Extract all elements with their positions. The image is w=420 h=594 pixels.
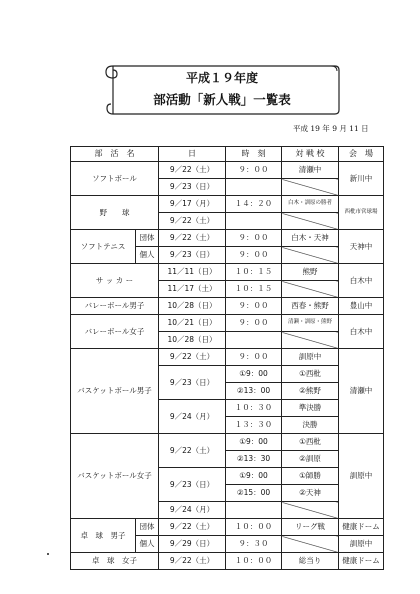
col-time: 時 刻	[226, 147, 282, 162]
title-banner	[103, 62, 341, 118]
time-cell: ②13：30	[226, 451, 282, 468]
club-cell: サ ッ カ ー	[71, 264, 159, 298]
time-cell: ９：３０	[226, 536, 282, 553]
date-cell: 9／17（月）	[159, 196, 226, 213]
issue-date: 平成 19 年 9 月 11 日	[293, 124, 369, 133]
venue-cell: 豊山中	[339, 298, 384, 315]
date-cell: 9／29（日）	[159, 536, 226, 553]
table-row	[71, 349, 384, 366]
date-cell: 9／22（土）	[159, 213, 226, 230]
date-cell: 9／24（月）	[159, 400, 226, 434]
opponent-cell: ②熊野	[282, 383, 339, 400]
venue-cell: 西枇市営球場	[339, 196, 384, 230]
time-cell: ②15：00	[226, 485, 282, 502]
date-cell: 10／28（日）	[159, 298, 226, 315]
table-row	[71, 264, 384, 281]
time-cell: １０：３０	[226, 400, 282, 417]
col-date: 日	[159, 147, 226, 162]
venue-cell: 天神中	[339, 230, 384, 264]
table-row	[71, 315, 384, 332]
time-cell: ９：００	[226, 315, 282, 332]
time-cell: １０：１５	[226, 264, 282, 281]
schedule-table	[70, 146, 384, 570]
date-cell: 9／23（日）	[159, 468, 226, 502]
venue-cell: 健康ドーム	[339, 553, 384, 570]
date-cell: 9／23（日）	[159, 247, 226, 264]
opponent-cell: ①西枇	[282, 434, 339, 451]
club-cell: バスケットボール男子	[71, 349, 159, 434]
date-cell: 10／21（日）	[159, 315, 226, 332]
opponent-cell: ①師勝	[282, 468, 339, 485]
opponent-cell: リーグ戦	[282, 519, 339, 536]
opponent-cell	[282, 247, 339, 264]
opponent-cell: ②天神	[282, 485, 339, 502]
opponent-cell	[282, 332, 339, 349]
opponent-cell: 白木・訓原の勝者	[282, 196, 339, 213]
date-cell: 9／22（土）	[159, 553, 226, 570]
opponent-cell: ②訓原	[282, 451, 339, 468]
header-row	[71, 147, 384, 162]
time-cell: ②13：00	[226, 383, 282, 400]
time-cell: １３：３０	[226, 417, 282, 434]
date-cell: 9／24（月）	[159, 502, 226, 519]
venue-cell: 健康ドーム	[339, 519, 384, 536]
opponent-cell: 総当り	[282, 553, 339, 570]
time-cell: ①9：00	[226, 366, 282, 383]
venue-cell: 清瀬中	[339, 349, 384, 434]
date-cell: 9／23（日）	[159, 179, 226, 196]
date-cell: 9／22（土）	[159, 434, 226, 468]
opponent-cell	[282, 536, 339, 553]
time-cell	[226, 179, 282, 196]
venue-cell: 白木中	[339, 264, 384, 298]
time-cell: ９：００	[226, 162, 282, 179]
col-venue: 会 場	[339, 147, 384, 162]
sub-cell: 団体	[136, 230, 159, 247]
main-title: 部活動「新人戦」一覧表	[153, 92, 291, 107]
club-cell: ソフトテニス	[71, 230, 136, 264]
sub-cell: 個人	[136, 536, 159, 553]
opponent-cell	[282, 179, 339, 196]
date-cell: 9／22（土）	[159, 162, 226, 179]
opponent-cell: 訓原中	[282, 349, 339, 366]
col-opponent: 対 戦 校	[282, 147, 339, 162]
date-cell: 9／22（土）	[159, 519, 226, 536]
date-cell: 9／23（日）	[159, 366, 226, 400]
col-club: 部 活 名	[71, 147, 159, 162]
opponent-cell: 決勝	[282, 417, 339, 434]
time-cell: １４：２０	[226, 196, 282, 213]
time-cell: ９：００	[226, 349, 282, 366]
table-row	[71, 519, 384, 536]
club-cell: 野 球	[71, 196, 159, 230]
opponent-cell	[282, 281, 339, 298]
time-cell: ９：００	[226, 247, 282, 264]
time-cell: １０：００	[226, 553, 282, 570]
date-cell: 11／17（土）	[159, 281, 226, 298]
opponent-cell: 西春・熊野	[282, 298, 339, 315]
time-cell	[226, 213, 282, 230]
date-cell: 9／22（土）	[159, 230, 226, 247]
opponent-cell	[282, 502, 339, 519]
time-cell: ①9：00	[226, 434, 282, 451]
date-cell: 9／22（土）	[159, 349, 226, 366]
date-cell: 10／28（日）	[159, 332, 226, 349]
table-row	[71, 230, 384, 247]
time-cell: ①9：00	[226, 468, 282, 485]
opponent-cell: 準決勝	[282, 400, 339, 417]
club-cell: 卓 球 男子	[71, 519, 136, 553]
table-row	[71, 196, 384, 213]
club-cell: 卓 球 女子	[71, 553, 159, 570]
opponent-cell: ①西枇	[282, 366, 339, 383]
time-cell: １０：１５	[226, 281, 282, 298]
venue-cell: 訓原中	[339, 536, 384, 553]
sub-cell: 団体	[136, 519, 159, 536]
year-title: 平成１９年度	[185, 71, 258, 85]
club-cell: バレーボール男子	[71, 298, 159, 315]
table-row	[71, 553, 384, 570]
venue-cell: 白木中	[339, 315, 384, 349]
table-row	[71, 434, 384, 451]
time-cell	[226, 502, 282, 519]
table-row	[71, 298, 384, 315]
club-cell: ソフトボール	[71, 162, 159, 196]
sub-cell: 個人	[136, 247, 159, 264]
stray-mark	[47, 553, 49, 555]
time-cell	[226, 332, 282, 349]
date-cell: 11／11（日）	[159, 264, 226, 281]
club-cell: バレーボール女子	[71, 315, 159, 349]
time-cell: ９：００	[226, 298, 282, 315]
table-row	[71, 162, 384, 179]
opponent-cell: 清瀬中	[282, 162, 339, 179]
venue-cell: 新川中	[339, 162, 384, 196]
opponent-cell: 白木・天神	[282, 230, 339, 247]
opponent-cell: 熊野	[282, 264, 339, 281]
opponent-cell: 清瀬・訓原・熊野	[282, 315, 339, 332]
opponent-cell	[282, 213, 339, 230]
time-cell: １０：００	[226, 519, 282, 536]
venue-cell: 訓原中	[339, 434, 384, 519]
club-cell: バスケットボール女子	[71, 434, 159, 519]
time-cell: ９：００	[226, 230, 282, 247]
